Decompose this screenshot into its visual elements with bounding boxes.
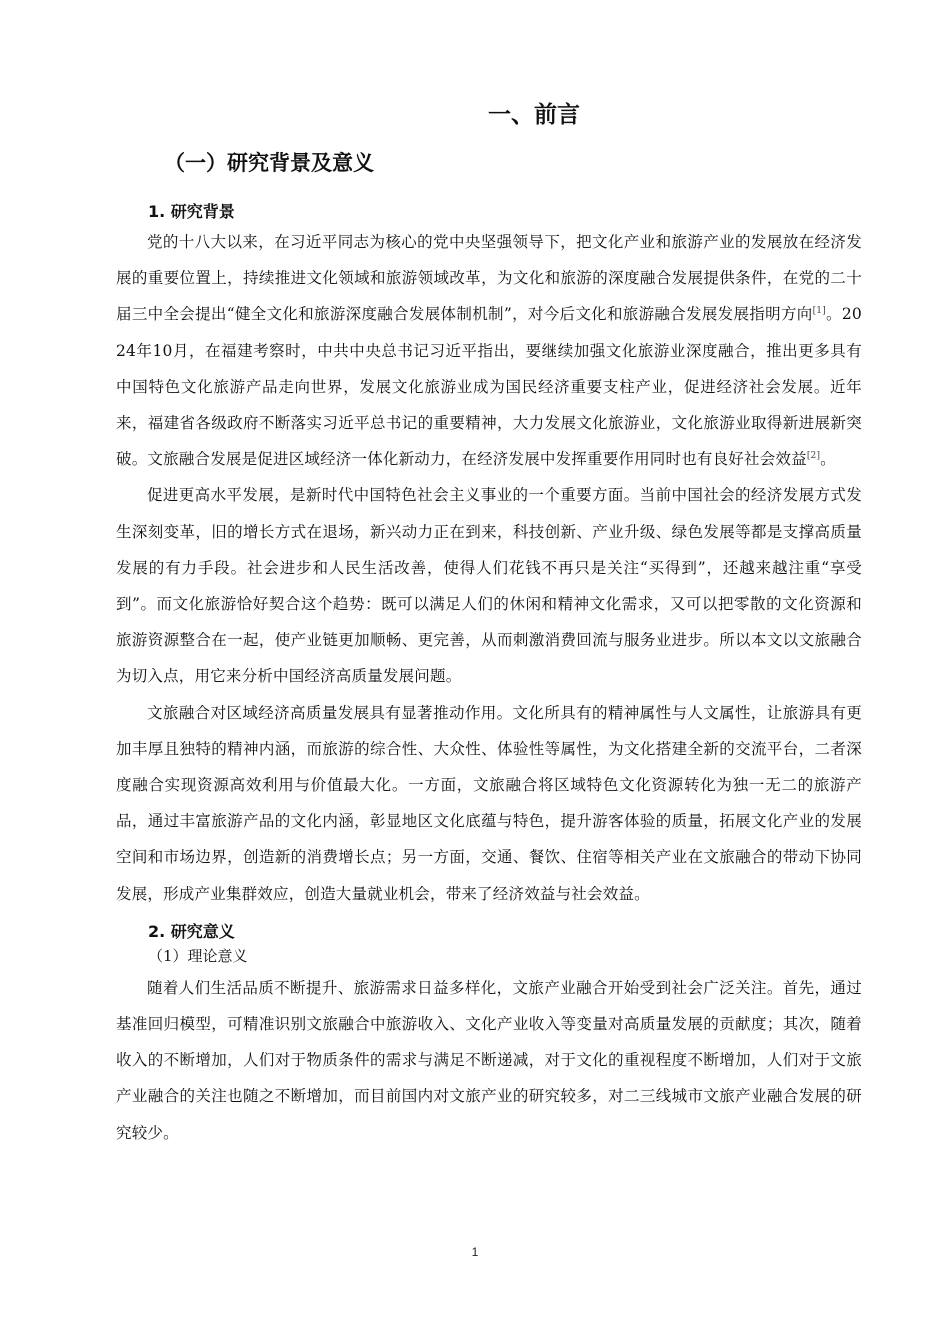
paragraph-background-1	[116, 224, 862, 477]
citation-reference: [2]	[806, 451, 821, 462]
section-title: （一）研究背景及意义	[164, 151, 374, 175]
subsection-title-background: 1. 研究背景	[148, 202, 235, 221]
theory-significance-heading: （1）理论意义	[148, 946, 248, 965]
subsection-title-significance: 2. 研究意义	[148, 921, 235, 941]
paragraph-text: 党的十八大以来，在习近平同志为核心的党中央坚强领导下，把文化产业和旅游产业的发展放在经济发展的重要位置上，持续推进文化领域和旅游领域改革，为文化和旅游的深度融合发展提供条件，在党的二十届三中全会提出“健全文化和旅游深度融合发展体制机制”，对今后文化和旅游融合发展发展指明方向	[116, 233, 862, 324]
chapter-title: 一、前言	[488, 102, 580, 128]
document-body	[116, 98, 862, 1151]
page-number: 1	[471, 1245, 479, 1259]
paragraph-background-2: 促进更高水平发展，是新时代中国特色社会主义事业的一个重要方面。当前中国社会的经济发展方式发生深刻变革，旧的增长方式在退场，新兴动力正在到来，科技创新、产业升级、绿色发展等都是支撑高质量发展的有力手段。社会进步和人民生活改善，使得人们花钱不再只是关注“买得到”，还越来越注重“享受到”。而文化旅游恰好契合这个趋势：既可以满足人们的休闲和精神文化需求，又可以把零散的文化资源和旅游资源整合在一起，使产业链更加顺畅、更完善，从而刺激消费回流与服务业进步。所以本文以文旅融合为切入点，用它来分析中国经济高质量发展问题。	[116, 486, 862, 686]
paragraph-text: 。2024年10月，在福建考察时，中共中央总书记习近平指出，要继续加强文化旅游业深度融合，推出更多具有中国特色文化旅游产品走向世界，发展文化旅游业成为国民经济重要支柱产业，促进经济社会发展。近年来，福建省各级政府不断落实习近平总书记的重要精神，大力发展文化旅游业，文化旅游业取得新进展新突破。文旅融合发展是促进区域经济一体化新动力，在经济发展中发挥重要作用同时也有良好社会效益	[116, 305, 862, 469]
citation-reference: [1]	[812, 306, 826, 317]
paragraph-theory-significance: 随着人们生活品质不断提升、旅游需求日益多样化，文旅产业融合开始受到社会广泛关注。首先，通过基准回归模型，可精准识别文旅融合中旅游收入、文化产业收入等变量对高质量发展的贡献度；其次，随着收入的不断增加，人们对于物质条件的需求与满足不断递减，对于文化的重视程度不断增加，人们对于文旅产业融合的关注也随之不断增加，而目前国内对文旅产业的研究较多，对二三线城市文旅产业融合发展的研究较少。	[116, 978, 862, 1142]
paragraph-background-3: 文旅融合对区域经济高质量发展具有显著推动作用。文化所具有的精神属性与人文属性，让旅游具有更加丰厚且独特的精神内涵，而旅游的综合性、大众性、体验性等属性，为文化搭建全新的交流平台，二者深度融合实现资源高效利用与价值最大化。一方面，文旅融合将区域特色文化资源转化为独一无二的旅游产品，通过丰富旅游产品的文化内涵，彰显地区文化底蕴与特色，提升游客体验的质量，拓展文化产业的发展空间和市场边界，创造新的消费增长点；另一方面，交通、餐饮、住宿等相关产业在文旅融合的带动下协同发展，形成产业集群效应，创造大量就业机会，带来了经济效益与社会效益。	[116, 703, 862, 903]
paragraph-text: 。	[820, 450, 836, 469]
